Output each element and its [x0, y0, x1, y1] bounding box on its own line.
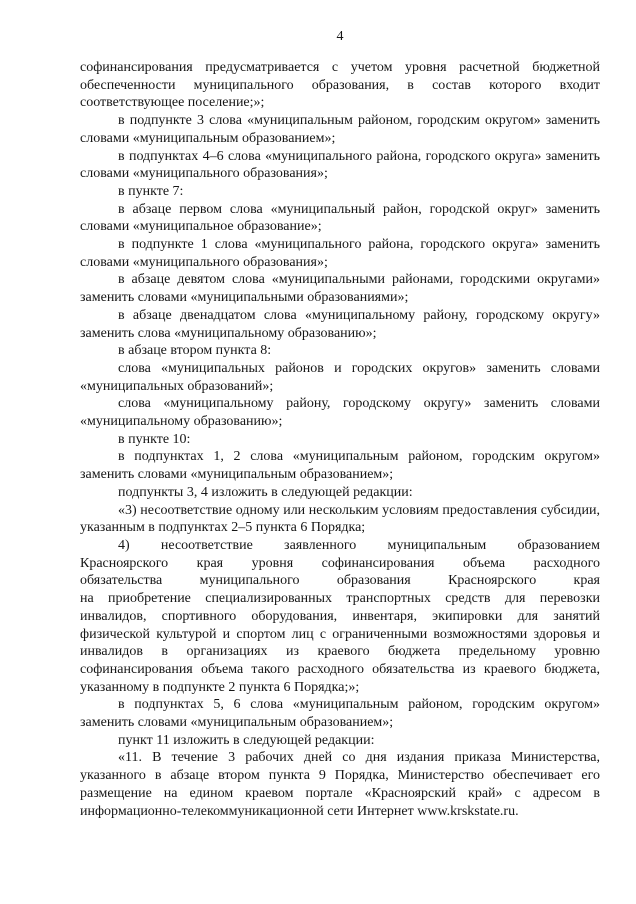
- paragraph: в пункте 10:: [118, 431, 191, 447]
- paragraph: в абзаце девятом слова «муниципальными районами, городскими округами» заменить словами «муниципальными образованиями»;: [80, 272, 600, 306]
- paragraph: в подпунктах 5, 6 слова «муниципальным районом, городским округом» заменить словами «муниципальным образованием»;: [80, 697, 600, 731]
- paragraph: пункт 11 изложить в следующей редакции:: [118, 732, 375, 748]
- paragraph: подпункты 3, 4 изложить в следующей редакции:: [118, 484, 413, 500]
- paragraph: в подпункте 1 слова «муниципального района, городского округа» заменить словами «муниципального образования»;: [80, 237, 600, 270]
- paragraph: в подпункте 3 слова «муниципальным районом, городским округом» заменить словами «муниципальным образованием»;: [80, 113, 600, 146]
- paragraph: слова «муниципальных районов и городских округов» заменить словами «муниципальных образований»;: [80, 360, 600, 394]
- document-page: [80, 28, 600, 820]
- paragraph: в абзаце первом слова «муниципальный район, городской округ» заменить словами «муниципальное образование»;: [80, 201, 600, 235]
- paragraph: в пункте 7:: [118, 183, 184, 199]
- page-number: 4: [336, 29, 344, 44]
- paragraph-continuation: на приобретение специализированных транспортных средств для перевозки инвалидов, спортивного оборудования, инвентаря, экипировки для занятий физической культурой и спортом лиц с ограниченными возможностями здоровья и инвалидов в организациях из краевого бюджета предельному уровню софинансирования объема такого расходного обязательства из краевого бюджета, указанному в подпункте 2 пункта 6 Порядка;»;: [80, 591, 600, 695]
- paragraph: в подпунктах 4–6 слова «муниципального района, городского округа» заменить словами «муниципального образования»;: [80, 148, 600, 182]
- paragraph-line: Красноярского края уровня софинансирования объема расходного: [80, 555, 600, 571]
- paragraph: «11. В течение 3 рабочих дней со дня издания приказа Министерства, указанного в абзаце втором пункта 9 Порядка, Министерство обеспечивает его размещение на едином краевом портале «Красноярский край» с адресом в информационно-телекоммуникационной сети Интернет www.krskstate.ru.: [80, 750, 600, 819]
- paragraph: слова «муниципальному району, городскому округу» заменить словами «муниципальному образованию»;: [80, 396, 600, 430]
- paragraph-line: 4) несоответствие заявленного муниципальным образованием: [118, 537, 600, 553]
- paragraph: в абзаце двенадцатом слова «муниципальному району, городскому округу» заменить слова «муниципальному образованию»;: [80, 307, 600, 341]
- paragraph-line: обязательства муниципального образования Красноярского края: [80, 573, 600, 589]
- paragraph: «3) несоответствие одному или нескольким условиям предоставления субсидии, указанным в подпунктах 2–5 пункта 6 Порядка;: [80, 502, 600, 536]
- paragraph: в подпунктах 1, 2 слова «муниципальным районом, городским округом» заменить словами «муниципальным образованием»;: [80, 449, 600, 483]
- paragraph-continuation: софинансирования предусматривается с учетом уровня расчетной бюджетной обеспеченности муниципального образования, в состав которого входит соответствующее поселение;»;: [80, 60, 600, 111]
- paragraph: в абзаце втором пункта 8:: [118, 343, 272, 359]
